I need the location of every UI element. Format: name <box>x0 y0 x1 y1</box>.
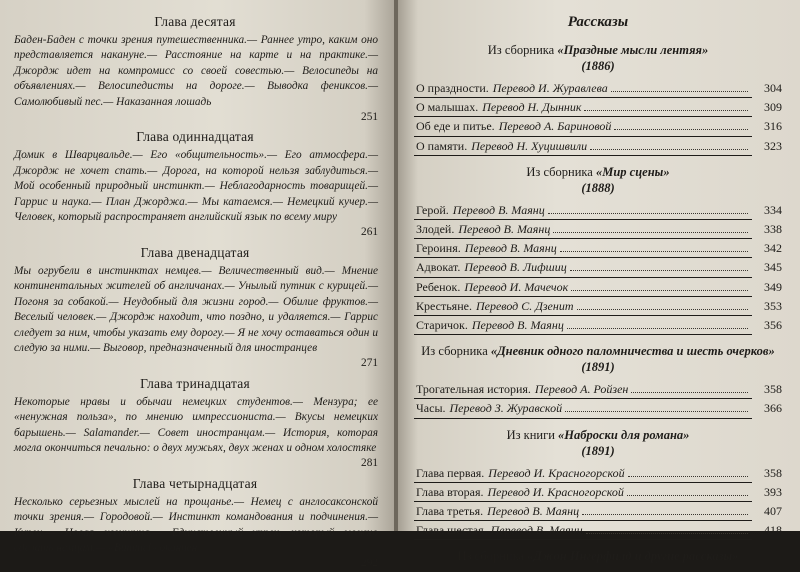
chapter-list <box>12 14 378 572</box>
toc-entry-line <box>414 220 752 239</box>
toc-entry[interactable] <box>414 297 782 316</box>
entry-title: Ребенок. <box>416 279 461 294</box>
collection-spacer <box>414 156 782 160</box>
entry-page-number: 393 <box>764 484 782 499</box>
toc-entry-line <box>414 258 752 277</box>
leader-dots <box>560 251 748 252</box>
entry-title: Глава шестая. <box>416 523 487 538</box>
entry-page-number: 334 <box>764 202 782 217</box>
entry-page-number: 345 <box>764 260 782 275</box>
entry-title: Старичок. <box>416 318 468 333</box>
collection-name: «Дневник одного паломничества и шесть очерков» <box>490 344 775 359</box>
entry-translator: Перевод И. Журавлева <box>492 81 608 95</box>
chapter-summary <box>12 376 378 472</box>
entry-page-number: 418 <box>764 523 782 538</box>
entry-title: Крестьяне. <box>416 298 472 313</box>
leader-dots <box>614 129 748 130</box>
entry-page-number: 323 <box>764 138 782 153</box>
chapter-title: Глава десятая <box>154 14 236 29</box>
entry-translator: Перевод В. Лифшиц <box>464 260 567 275</box>
leader-dots <box>548 213 748 214</box>
entry-translator: Перевод В. Маянц <box>490 523 583 538</box>
toc-entry-line <box>414 521 752 540</box>
collection-prefix: Из сборника <box>421 344 488 359</box>
entry-title: Злодей. <box>416 222 455 237</box>
chapter-description: Баден-Баден с точки зрения путешественника.— Раннее утро, каким оно представляется накануне.— Расстояние на карте и на практике.— Джордж идет на компромисс со своей совестью.— Велосипеды на объявлениях.— Велосипедисты на дороге.— Выводка фениксов.— Самолюбивый пес.— Наказанная лошадь <box>14 34 378 108</box>
entry-title: О малышах. <box>416 100 479 115</box>
toc-entry[interactable] <box>414 201 782 220</box>
collection-spacer <box>414 419 782 423</box>
toc-entry[interactable] <box>414 464 782 483</box>
entry-title: О памяти. <box>416 138 468 153</box>
entry-title: Герой. <box>416 202 449 217</box>
collection-heading <box>414 164 782 180</box>
collection-prefix: Из сборника <box>487 43 555 57</box>
chapter-description: Некоторые нравы и обычаи немецких студентов.— Мензура; ее «ненужная польза», по мнению импрессиониста.— Вкусы немецких барышень.— Salamander.— Совет иностранцам.— История, которая могла окончиться печально: о двух мужьях, двух женах и одном холостяке <box>14 395 378 454</box>
toc-entry-line <box>414 483 752 502</box>
entry-translator: Перевод В. Маянц <box>487 504 580 519</box>
collection-year: (1891) <box>581 360 615 375</box>
collection-spacer <box>414 564 782 568</box>
entry-translator: Перевод В. Маянц <box>452 202 545 217</box>
collection-heading <box>414 427 782 443</box>
toc-entry-line <box>414 117 752 136</box>
leader-dots <box>577 309 749 310</box>
toc-entry-line <box>414 380 752 399</box>
leader-dots <box>582 514 748 515</box>
chapter-description: Мы огрубели в инстинктах немцев.— Величественный вид.— Мнение континентальных жителей об англичанах.— Унылый путник с курицей.— Погоня за собакой.— Неудобный для жизни город.— Обилие фруктов.— Веселый человек.— Джордж находит, что поздно, и удаляется.— Гаррис следует за ним, чтобы указать ему дорогу.— Я не хочу оставаться один и следую за ними.— Выговор, предназначенный для иностранцев <box>14 264 378 354</box>
chapter-description: Домик в Шварцвальде.— Его «общительность».— Его атмосфера.— Джордж не хочет спать.— Дорога, на которой нельзя заблудиться.— Мой особенный природный инстинкт.— Неблагодарность товарищей.— Гаррис и наука.— План Джорджа.— Мы катаемся.— Немецкий кучер.— Человек, который распространяет английский язык по всему миру <box>14 149 378 224</box>
leader-dots <box>571 290 748 291</box>
entry-translator: Перевод З. Журавской <box>449 401 563 416</box>
collection-spacer <box>414 540 782 544</box>
toc-entry[interactable] <box>414 483 782 502</box>
leader-dots <box>628 476 748 477</box>
collection-heading <box>414 343 782 359</box>
collection-name: «Праздные мысли лентяя» <box>557 43 709 57</box>
leader-dots <box>631 392 748 393</box>
entry-page-number: 316 <box>764 119 782 134</box>
collection-prefix: Из книги <box>506 427 555 442</box>
entry-translator: Перевод С. Дзенит <box>475 298 574 313</box>
entry-translator: Перевод И. Красногорской <box>487 484 624 499</box>
chapter-page-number: 251 <box>361 111 378 124</box>
toc-entry-line <box>414 297 752 316</box>
entry-title: Адвокат. <box>416 260 461 275</box>
chapter-summary <box>12 14 378 125</box>
entry-page-number: 358 <box>764 465 782 480</box>
toc-entry-line <box>414 278 752 297</box>
collection-name: «Джон Ингерфилд и другие рассказы» <box>527 549 739 564</box>
toc-entry-line <box>414 137 752 156</box>
entry-translator: Перевод В. Маянц <box>464 241 557 256</box>
entry-title: Глава третья. <box>416 504 484 519</box>
chapter-title: Глава четырнадцатая <box>132 475 258 491</box>
entry-translator: Перевод И. Мачечок <box>464 279 569 294</box>
leader-dots <box>567 328 748 329</box>
chapter-summary <box>12 245 378 372</box>
toc-entry[interactable] <box>414 399 782 418</box>
chapter-title: Глава двенадцатая <box>140 244 250 260</box>
toc-entry[interactable] <box>414 380 782 399</box>
leader-dots <box>553 232 748 233</box>
leader-dots <box>584 110 748 111</box>
chapter-page-number: 271 <box>361 357 378 370</box>
right-page <box>398 0 800 564</box>
entry-page-number: 304 <box>764 81 782 95</box>
chapter-page-number: 281 <box>361 457 378 470</box>
entry-page-number: 338 <box>764 222 782 237</box>
chapter-title: Глава тринадцатая <box>140 375 250 391</box>
toc-entry-line <box>414 79 752 98</box>
chapter-summary <box>12 129 378 240</box>
toc-entry[interactable] <box>414 220 782 239</box>
table-of-contents <box>414 42 782 568</box>
toc-entry-line <box>414 399 752 418</box>
toc-entry-line <box>414 239 752 258</box>
collection-name: «Наброски для романа» <box>558 427 690 442</box>
toc-entry[interactable] <box>414 117 782 136</box>
chapter-page-number: 261 <box>361 226 378 239</box>
entry-title: Глава вторая. <box>416 484 484 499</box>
leader-dots <box>611 91 748 92</box>
toc-entry-line <box>414 502 752 521</box>
leader-dots <box>565 411 748 412</box>
entry-page-number: 356 <box>764 318 782 333</box>
leader-dots <box>586 533 748 534</box>
chapter-description: Несколько серьезных мыслей на прощанье.— Немец с англосаксонской точки зрения.— Городовой.— Инстинкт командования и подчинения.— Купец.— Новая женщина.— Единственный упрек, который можно сделать немцам.— «Bummel» окончен <box>14 495 378 554</box>
toc-entry-line <box>414 98 752 117</box>
entry-page-number: 366 <box>764 401 782 416</box>
entry-translator: Перевод Н. Хуцишвили <box>471 138 588 153</box>
entry-page-number: 358 <box>764 382 782 397</box>
entry-translator: Перевод А. Бариновой <box>498 119 612 134</box>
collection-year: (1891) <box>581 443 615 458</box>
entry-title: О праздности. <box>416 81 489 95</box>
collection-prefix: Из сборника <box>457 549 525 564</box>
collection-spacer <box>414 335 782 339</box>
entry-page-number: 342 <box>764 241 782 256</box>
entry-title: Часы. <box>416 401 446 416</box>
entry-page-number: 349 <box>764 279 782 294</box>
entry-title: Глава первая. <box>416 465 485 480</box>
entry-page-number: 309 <box>764 100 782 115</box>
left-page <box>0 0 396 570</box>
toc-entry[interactable] <box>414 79 782 98</box>
chapter-title: Глава одиннадцатая <box>136 129 254 145</box>
entry-translator: Перевод В. Маянц <box>458 222 551 237</box>
collection-prefix: Из сборника <box>526 164 593 179</box>
toc-entry-line <box>414 201 752 220</box>
toc-entry[interactable] <box>414 239 782 258</box>
collection-name: «Мир сцены» <box>595 164 670 179</box>
toc-entry[interactable] <box>414 502 782 521</box>
toc-entry[interactable] <box>414 137 782 156</box>
collection-year: (1888) <box>581 180 615 195</box>
collection-heading <box>414 548 782 564</box>
entry-translator: Перевод В. Маянц <box>471 318 564 333</box>
entry-title: Об еде и питье. <box>416 119 495 134</box>
toc-entry[interactable] <box>414 316 782 335</box>
entry-translator: Перевод А. Ройзен <box>534 382 629 397</box>
toc-entry-line <box>414 464 752 483</box>
leader-dots <box>570 270 748 271</box>
entry-title: Героиня. <box>416 241 461 256</box>
toc-entry[interactable] <box>414 258 782 277</box>
collection-year: (1886) <box>581 59 615 73</box>
entry-page-number: 353 <box>764 298 782 313</box>
collection-heading <box>414 42 782 58</box>
entry-translator: Перевод Н. Дынник <box>482 100 582 115</box>
entry-page-number: 407 <box>764 504 782 519</box>
leader-dots <box>590 149 748 150</box>
entry-translator: Перевод И. Красногорской <box>488 465 625 480</box>
toc-entry[interactable] <box>414 278 782 297</box>
toc-entry[interactable] <box>414 98 782 117</box>
entry-title: Трогательная история. <box>416 382 531 397</box>
chapter-summary <box>12 476 378 572</box>
toc-entry[interactable] <box>414 521 782 540</box>
section-title: Рассказы <box>567 14 629 30</box>
chapter-page-number: 292 <box>361 557 378 570</box>
leader-dots <box>627 495 748 496</box>
toc-entry-line <box>414 316 752 335</box>
